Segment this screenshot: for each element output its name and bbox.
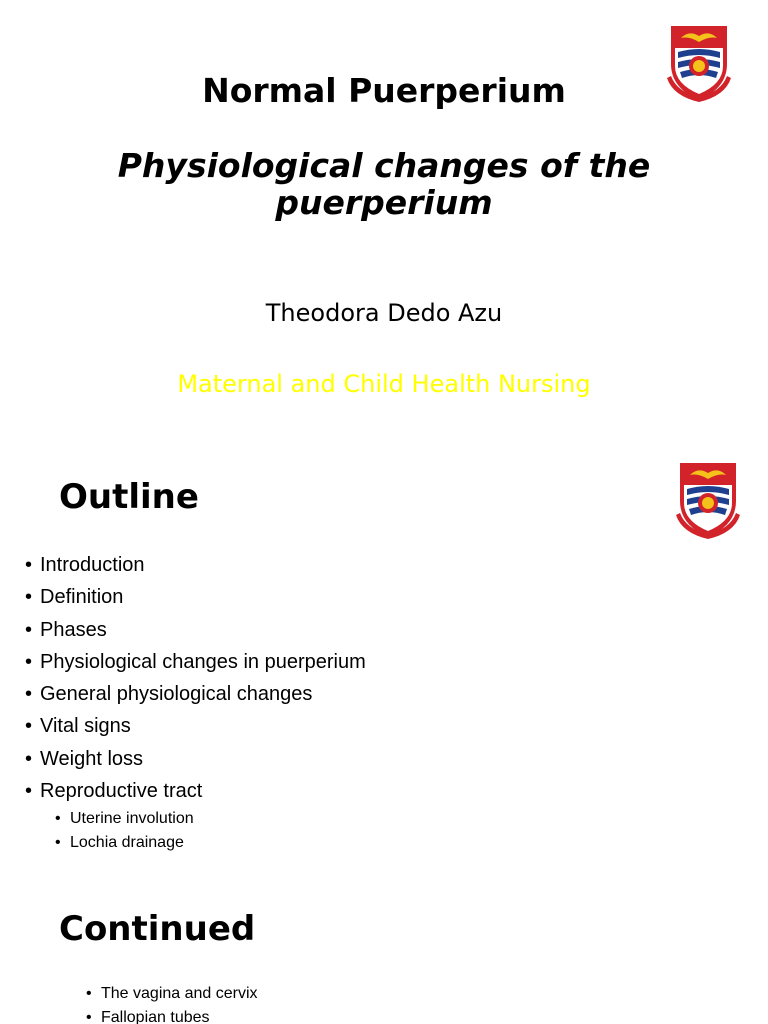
bullet-icon: •: [25, 554, 33, 576]
list-item: • Introduction: [25, 549, 366, 581]
list-item: • Fallopian tubes: [86, 1006, 258, 1024]
list-item: • General physiological changes: [25, 678, 366, 710]
slide-subtitle: Physiological changes of the puerperium: [117, 146, 651, 222]
list-item: • Phases: [25, 614, 366, 646]
bullet-icon: •: [25, 650, 33, 673]
bullet-icon: •: [25, 747, 33, 770]
list-item: • Reproductive tract: [25, 775, 366, 807]
continued-list: [86, 982, 258, 1024]
bullet-icon: •: [25, 618, 33, 641]
department-name: Maternal and Child Health Nursing: [177, 370, 591, 398]
bullet-icon: •: [25, 683, 33, 706]
bullet-icon: •: [25, 780, 33, 803]
outline-slide: [0, 432, 768, 864]
list-item: • Physiological changes in puerperium: [25, 646, 366, 678]
outline-list: [25, 549, 366, 855]
bullet-icon: •: [86, 1009, 92, 1024]
list-item: • Definition: [25, 581, 366, 613]
bullet-icon: •: [55, 810, 61, 828]
author-name: Theodora Dedo Azu: [265, 299, 503, 327]
list-item: • The vagina and cervix: [86, 982, 258, 1006]
sub-list-item: • Lochia drainage: [25, 831, 366, 855]
bullet-icon: •: [25, 715, 33, 738]
bullet-icon: •: [86, 985, 92, 1002]
bullet-icon: •: [55, 834, 61, 852]
sub-list-item: • Uterine involution: [25, 807, 366, 831]
continued-heading: Continued: [59, 909, 256, 949]
title-slide: [0, 0, 768, 432]
list-item: • Vital signs: [25, 710, 366, 742]
list-item: • Weight loss: [25, 743, 366, 775]
outline-heading: Outline: [59, 477, 199, 517]
university-crest-icon: [674, 459, 742, 539]
slide-title: Normal Puerperium: [202, 71, 566, 110]
bullet-icon: •: [25, 586, 33, 609]
continued-slide: [0, 864, 768, 1024]
